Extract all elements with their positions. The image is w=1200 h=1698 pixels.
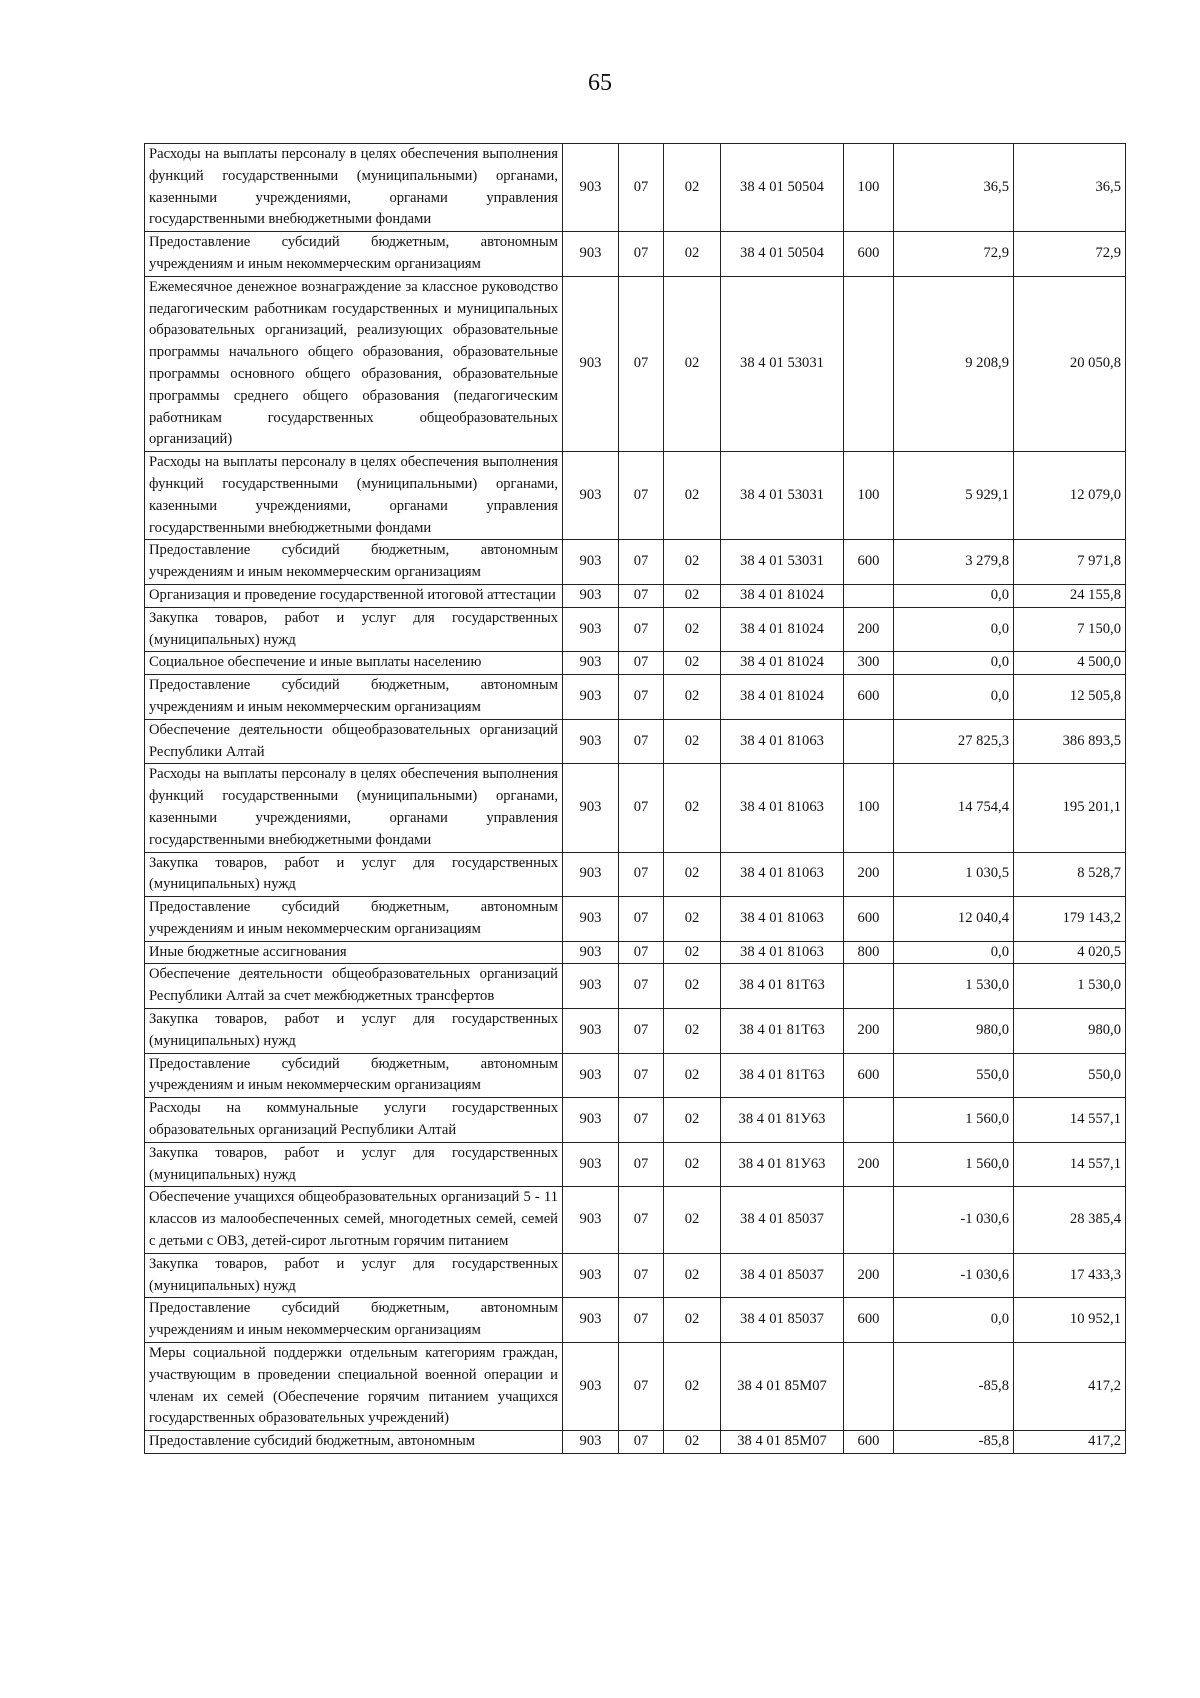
row-description: Социальное обеспечение и иные выплаты населению [145,652,563,675]
row-description: Расходы на выплаты персоналу в целях обеспечения выполнения функций государственными (муниципальными) органами, казенными учреждениями, органами управления государственными внебюджетными фондами [145,144,563,232]
row-description: Расходы на выплаты персоналу в целях обеспечения выполнения функций государственными (муниципальными) органами, казенными учреждениями, органами управления государственными внебюджетными фондами [145,452,563,540]
target-article-cell: 38 4 01 85М07 [721,1343,844,1431]
section-code-cell: 07 [619,1298,664,1343]
amount-change-cell: 1 560,0 [894,1142,1014,1187]
subsection-code-cell: 02 [664,1098,721,1143]
row-description: Предоставление субсидий бюджетным, автономным [145,1431,563,1454]
row-description: Предоставление субсидий бюджетным, автономным учреждениям и иным некоммерческим организациям [145,1298,563,1343]
row-description: Обеспечение учащихся общеобразовательных организаций 5 - 11 классов из малообеспеченных семей, многодетных семей, семей с детьми с ОВЗ, детей-сирот льготным горячим питанием [145,1187,563,1253]
expense-type-cell: 100 [844,452,894,540]
target-article-cell: 38 4 01 50504 [721,232,844,277]
admin-code-cell: 903 [563,1009,619,1054]
admin-code-cell: 903 [563,232,619,277]
amount-change-cell: -1 030,6 [894,1253,1014,1298]
table-row [145,1298,1126,1343]
expense-type-cell [844,1343,894,1431]
table-row [145,1098,1126,1143]
amount-change-cell: 550,0 [894,1053,1014,1098]
subsection-code-cell: 02 [664,1253,721,1298]
section-code-cell: 07 [619,540,664,585]
amount-total-cell: 20 050,8 [1014,276,1126,451]
amount-change-cell: -1 030,6 [894,1187,1014,1253]
admin-code-cell: 903 [563,1253,619,1298]
amount-change-cell: 1 030,5 [894,852,1014,897]
amount-change-cell: 27 825,3 [894,719,1014,764]
expense-type-cell: 600 [844,232,894,277]
section-code-cell: 07 [619,232,664,277]
table-row [145,897,1126,942]
row-description: Предоставление субсидий бюджетным, автономным учреждениям и иным некоммерческим организациям [145,232,563,277]
section-code-cell: 07 [619,607,664,652]
expense-type-cell [844,1187,894,1253]
target-article-cell: 38 4 01 81Т63 [721,964,844,1009]
amount-change-cell: 0,0 [894,607,1014,652]
row-description: Иные бюджетные ассигнования [145,941,563,964]
section-code-cell: 07 [619,584,664,607]
section-code-cell: 07 [619,897,664,942]
amount-change-cell: 14 754,4 [894,764,1014,852]
subsection-code-cell: 02 [664,964,721,1009]
expense-type-cell: 600 [844,897,894,942]
amount-change-cell: 0,0 [894,652,1014,675]
expense-type-cell [844,1098,894,1143]
amount-change-cell: 72,9 [894,232,1014,277]
expense-type-cell: 200 [844,1009,894,1054]
amount-total-cell: 28 385,4 [1014,1187,1126,1253]
row-description: Закупка товаров, работ и услуг для государственных (муниципальных) нужд [145,1009,563,1054]
target-article-cell: 38 4 01 81024 [721,584,844,607]
section-code-cell: 07 [619,1098,664,1143]
row-description: Расходы на выплаты персоналу в целях обеспечения выполнения функций государственными (муниципальными) органами, казенными учреждениями, органами управления государственными внебюджетными фондами [145,764,563,852]
row-description: Предоставление субсидий бюджетным, автономным учреждениям и иным некоммерческим организациям [145,540,563,585]
amount-change-cell: -85,8 [894,1431,1014,1454]
expense-type-cell: 100 [844,144,894,232]
target-article-cell: 38 4 01 81Т63 [721,1009,844,1054]
amount-change-cell: 0,0 [894,675,1014,720]
amount-change-cell: 9 208,9 [894,276,1014,451]
amount-change-cell: 5 929,1 [894,452,1014,540]
amount-change-cell: 36,5 [894,144,1014,232]
table-row [145,232,1126,277]
target-article-cell: 38 4 01 53031 [721,276,844,451]
section-code-cell: 07 [619,764,664,852]
target-article-cell: 38 4 01 81У63 [721,1098,844,1143]
admin-code-cell: 903 [563,1343,619,1431]
target-article-cell: 38 4 01 81063 [721,941,844,964]
table-row [145,1142,1126,1187]
amount-change-cell: 0,0 [894,584,1014,607]
section-code-cell: 07 [619,1142,664,1187]
row-description: Закупка товаров, работ и услуг для государственных (муниципальных) нужд [145,607,563,652]
amount-total-cell: 195 201,1 [1014,764,1126,852]
table-row [145,452,1126,540]
section-code-cell: 07 [619,941,664,964]
expense-type-cell: 600 [844,1431,894,1454]
admin-code-cell: 903 [563,276,619,451]
amount-total-cell: 179 143,2 [1014,897,1126,942]
target-article-cell: 38 4 01 81063 [721,719,844,764]
target-article-cell: 38 4 01 85037 [721,1253,844,1298]
target-article-cell: 38 4 01 81Т63 [721,1053,844,1098]
subsection-code-cell: 02 [664,584,721,607]
amount-total-cell: 1 530,0 [1014,964,1126,1009]
amount-total-cell: 4 020,5 [1014,941,1126,964]
subsection-code-cell: 02 [664,540,721,585]
section-code-cell: 07 [619,144,664,232]
row-description: Закупка товаров, работ и услуг для государственных (муниципальных) нужд [145,1253,563,1298]
section-code-cell: 07 [619,1053,664,1098]
table-row [145,607,1126,652]
section-code-cell: 07 [619,652,664,675]
amount-total-cell: 386 893,5 [1014,719,1126,764]
section-code-cell: 07 [619,276,664,451]
amount-total-cell: 550,0 [1014,1053,1126,1098]
table-row [145,719,1126,764]
section-code-cell: 07 [619,719,664,764]
subsection-code-cell: 02 [664,276,721,451]
expense-type-cell [844,964,894,1009]
subsection-code-cell: 02 [664,852,721,897]
section-code-cell: 07 [619,1431,664,1454]
expense-type-cell: 600 [844,540,894,585]
admin-code-cell: 903 [563,852,619,897]
expense-type-cell: 200 [844,1253,894,1298]
table-row [145,852,1126,897]
subsection-code-cell: 02 [664,1053,721,1098]
page-number: 65 [588,70,612,96]
admin-code-cell: 903 [563,452,619,540]
amount-total-cell: 12 079,0 [1014,452,1126,540]
admin-code-cell: 903 [563,607,619,652]
amount-total-cell: 417,2 [1014,1343,1126,1431]
target-article-cell: 38 4 01 50504 [721,144,844,232]
section-code-cell: 07 [619,1253,664,1298]
admin-code-cell: 903 [563,1098,619,1143]
admin-code-cell: 903 [563,719,619,764]
amount-total-cell: 14 557,1 [1014,1142,1126,1187]
section-code-cell: 07 [619,964,664,1009]
amount-total-cell: 72,9 [1014,232,1126,277]
amount-total-cell: 417,2 [1014,1431,1126,1454]
table-row [145,1187,1126,1253]
table-row [145,1053,1126,1098]
subsection-code-cell: 02 [664,764,721,852]
target-article-cell: 38 4 01 81024 [721,607,844,652]
subsection-code-cell: 02 [664,144,721,232]
table-row [145,584,1126,607]
amount-change-cell: 0,0 [894,1298,1014,1343]
amount-total-cell: 10 952,1 [1014,1298,1126,1343]
table-row [145,1009,1126,1054]
row-description: Предоставление субсидий бюджетным, автономным учреждениям и иным некоммерческим организациям [145,1053,563,1098]
table-row [145,1431,1126,1454]
table-row [145,764,1126,852]
expense-type-cell [844,584,894,607]
admin-code-cell: 903 [563,584,619,607]
target-article-cell: 38 4 01 53031 [721,540,844,585]
subsection-code-cell: 02 [664,719,721,764]
admin-code-cell: 903 [563,1431,619,1454]
amount-total-cell: 36,5 [1014,144,1126,232]
amount-change-cell: 0,0 [894,941,1014,964]
expense-type-cell: 100 [844,764,894,852]
amount-change-cell: 980,0 [894,1009,1014,1054]
target-article-cell: 38 4 01 81063 [721,897,844,942]
table-row [145,652,1126,675]
table-row [145,964,1126,1009]
amount-total-cell: 7 150,0 [1014,607,1126,652]
amount-total-cell: 7 971,8 [1014,540,1126,585]
admin-code-cell: 903 [563,764,619,852]
admin-code-cell: 903 [563,652,619,675]
subsection-code-cell: 02 [664,1298,721,1343]
subsection-code-cell: 02 [664,1142,721,1187]
expense-type-cell: 200 [844,1142,894,1187]
subsection-code-cell: 02 [664,232,721,277]
expense-type-cell: 200 [844,852,894,897]
section-code-cell: 07 [619,1343,664,1431]
section-code-cell: 07 [619,1009,664,1054]
table-row [145,941,1126,964]
amount-total-cell: 980,0 [1014,1009,1126,1054]
row-description: Предоставление субсидий бюджетным, автономным учреждениям и иным некоммерческим организациям [145,897,563,942]
subsection-code-cell: 02 [664,1187,721,1253]
row-description: Закупка товаров, работ и услуг для государственных (муниципальных) нужд [145,852,563,897]
budget-table-body [145,144,1126,1454]
subsection-code-cell: 02 [664,607,721,652]
amount-total-cell: 14 557,1 [1014,1098,1126,1143]
admin-code-cell: 903 [563,1187,619,1253]
subsection-code-cell: 02 [664,1431,721,1454]
expense-type-cell: 800 [844,941,894,964]
table-row [145,1343,1126,1431]
admin-code-cell: 903 [563,1298,619,1343]
target-article-cell: 38 4 01 81024 [721,652,844,675]
table-row [145,1253,1126,1298]
section-code-cell: 07 [619,675,664,720]
section-code-cell: 07 [619,1187,664,1253]
expense-type-cell: 600 [844,675,894,720]
admin-code-cell: 903 [563,897,619,942]
amount-total-cell: 17 433,3 [1014,1253,1126,1298]
table-row [145,276,1126,451]
expense-type-cell [844,276,894,451]
admin-code-cell: 903 [563,144,619,232]
subsection-code-cell: 02 [664,1343,721,1431]
admin-code-cell: 903 [563,941,619,964]
admin-code-cell: 903 [563,540,619,585]
subsection-code-cell: 02 [664,675,721,720]
admin-code-cell: 903 [563,1053,619,1098]
target-article-cell: 38 4 01 53031 [721,452,844,540]
subsection-code-cell: 02 [664,452,721,540]
target-article-cell: 38 4 01 85М07 [721,1431,844,1454]
expense-type-cell: 600 [844,1298,894,1343]
amount-total-cell: 4 500,0 [1014,652,1126,675]
target-article-cell: 38 4 01 81063 [721,852,844,897]
expense-type-cell: 600 [844,1053,894,1098]
admin-code-cell: 903 [563,1142,619,1187]
budget-table [144,143,1126,1454]
amount-change-cell: 3 279,8 [894,540,1014,585]
amount-change-cell: -85,8 [894,1343,1014,1431]
row-description: Обеспечение деятельности общеобразовательных организаций Республики Алтай [145,719,563,764]
row-description: Меры социальной поддержки отдельным категориям граждан, участвующим в проведении специальной военной операции и членам их семей (Обеспечение горячим питанием учащихся государственных образовательных учреждений) [145,1343,563,1431]
target-article-cell: 38 4 01 81У63 [721,1142,844,1187]
subsection-code-cell: 02 [664,652,721,675]
target-article-cell: 38 4 01 81024 [721,675,844,720]
section-code-cell: 07 [619,852,664,897]
subsection-code-cell: 02 [664,1009,721,1054]
target-article-cell: 38 4 01 85037 [721,1298,844,1343]
amount-change-cell: 1 560,0 [894,1098,1014,1143]
section-code-cell: 07 [619,452,664,540]
table-row [145,540,1126,585]
amount-total-cell: 8 528,7 [1014,852,1126,897]
expense-type-cell: 200 [844,607,894,652]
row-description: Организация и проведение государственной итоговой аттестации [145,584,563,607]
amount-total-cell: 12 505,8 [1014,675,1126,720]
amount-change-cell: 1 530,0 [894,964,1014,1009]
target-article-cell: 38 4 01 81063 [721,764,844,852]
expense-type-cell [844,719,894,764]
row-description: Закупка товаров, работ и услуг для государственных (муниципальных) нужд [145,1142,563,1187]
subsection-code-cell: 02 [664,941,721,964]
subsection-code-cell: 02 [664,897,721,942]
row-description: Ежемесячное денежное вознаграждение за классное руководство педагогическим работникам государственных и муниципальных образовательных организаций, реализующих образовательные программы начального общего образования, образовательные программы основного общего образования, образовательные программы среднего общего образования (педагогическим работникам государственных общеобразовательных организаций) [145,276,563,451]
row-description: Обеспечение деятельности общеобразовательных организаций Республики Алтай за счет межбюджетных трансфертов [145,964,563,1009]
row-description: Расходы на коммунальные услуги государственных образовательных организаций Республики Алтай [145,1098,563,1143]
amount-change-cell: 12 040,4 [894,897,1014,942]
amount-total-cell: 24 155,8 [1014,584,1126,607]
table-row [145,675,1126,720]
admin-code-cell: 903 [563,964,619,1009]
admin-code-cell: 903 [563,675,619,720]
row-description: Предоставление субсидий бюджетным, автономным учреждениям и иным некоммерческим организациям [145,675,563,720]
expense-type-cell: 300 [844,652,894,675]
table-row [145,144,1126,232]
target-article-cell: 38 4 01 85037 [721,1187,844,1253]
